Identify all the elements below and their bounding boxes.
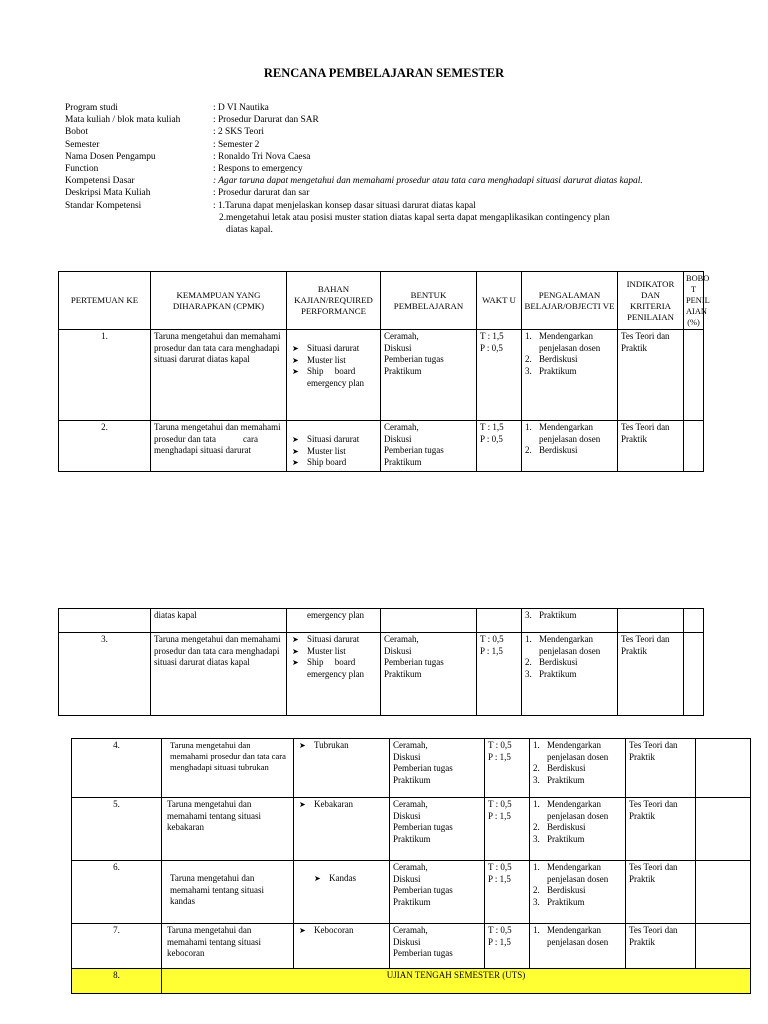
cell-pengalaman: 1. Mendengarkan penjelasan dosen 2. Berdiskusi 3. Praktikum bbox=[530, 739, 626, 798]
info-label: Deskripsi Mata Kuliah bbox=[65, 188, 151, 199]
cell-indikator: Tes Teori dan Praktik bbox=[626, 739, 696, 798]
row-number: 5. bbox=[72, 798, 162, 861]
cell-waktu: T : 0,5 P : 1,5 bbox=[485, 739, 530, 798]
arrow-bullet-icon: ➤ bbox=[292, 435, 299, 444]
info-value: : 2 SKS Teori bbox=[213, 127, 264, 138]
table-row bbox=[72, 739, 751, 798]
row-number: 6. bbox=[72, 861, 162, 924]
header-kemampuan: KEMAMPUAN YANG DIHARAPKAN (CPMK) bbox=[151, 272, 287, 330]
table-row-continuation bbox=[59, 609, 704, 633]
info-value: : Prosedur darurat dan sar bbox=[213, 188, 310, 199]
cell-indikator bbox=[618, 609, 684, 633]
cell-kemampuan: Taruna mengetahui dan memahami prosedur dan tata cara menghadapi situasi darurat bbox=[151, 421, 287, 472]
cell-bobot bbox=[684, 609, 704, 633]
rps-table-page1 bbox=[58, 271, 710, 472]
header-bentuk: BENTUK PEMBELAJARAN bbox=[381, 272, 477, 330]
info-value: : Prosedur Darurat dan SAR bbox=[213, 115, 319, 126]
cell-indikator: Tes Teori dan Praktik bbox=[618, 633, 684, 716]
info-label: Semester bbox=[65, 139, 100, 150]
cell-kemampuan: Taruna mengetahui dan memahami prosedur dan tata cara menghadapi situasi darurat diatas kapal bbox=[151, 633, 287, 716]
info-label: Nama Dosen Pengampu bbox=[65, 151, 156, 162]
cell-bobot bbox=[696, 861, 751, 924]
cell-bobot bbox=[696, 924, 751, 969]
row-number: 4. bbox=[72, 739, 162, 798]
info-value: : Agar taruna dapat mengetahui dan memahami prosedur atau tata cara menghadapi situasi darurat diatas kapal. bbox=[213, 176, 643, 187]
arrow-bullet-icon: ➤ bbox=[292, 658, 299, 668]
cell-bahan: emergency plan bbox=[287, 609, 381, 633]
cell-bobot bbox=[684, 330, 704, 421]
cell-bentuk: Ceramah, Diskusi Pemberian tugas Praktikum bbox=[381, 421, 477, 472]
row-number: 1. bbox=[59, 330, 151, 421]
info-value: : Ronaldo Tri Nova Caesa bbox=[213, 151, 311, 162]
cell-bahan: ➤ Kebakaran bbox=[294, 798, 390, 861]
table-row bbox=[72, 798, 751, 861]
row-number: 8. bbox=[72, 969, 162, 994]
cell-waktu: T : 0,5 P : 1,5 bbox=[485, 798, 530, 861]
arrow-bullet-icon: ➤ bbox=[299, 741, 306, 750]
header-bobot: BOBO T PENIL AIAN (%) bbox=[684, 272, 704, 330]
header-bahan: BAHAN KAJIAN/REQUIRED PERFORMANCE bbox=[287, 272, 381, 330]
arrow-bullet-icon: ➤ bbox=[314, 874, 321, 883]
rps-table-page2 bbox=[58, 608, 704, 716]
bahan-item: ➤ Situasi darurat bbox=[292, 343, 360, 353]
cell-kemampuan: Taruna mengetahui dan memahami tentang situasi kandas bbox=[162, 861, 294, 924]
cell-bobot bbox=[684, 421, 704, 472]
cell-waktu: T : 0,5 P : 1,5 bbox=[485, 924, 530, 969]
bahan-item: ➤ Ship board emergency plan bbox=[292, 366, 365, 388]
page-title: RENCANA PEMBELAJARAN SEMESTER bbox=[263, 66, 505, 80]
cell-kemampuan: diatas kapal bbox=[151, 609, 287, 633]
info-value: : D VI Nautika bbox=[213, 103, 269, 113]
arrow-bullet-icon: ➤ bbox=[299, 800, 306, 809]
table-row bbox=[59, 421, 704, 472]
cell-waktu: T : 0,5 P : 1,5 bbox=[477, 633, 522, 716]
arrow-bullet-icon: ➤ bbox=[292, 458, 299, 468]
cell-kemampuan: Taruna mengetahui dan memahami tentang situasi kebakaran bbox=[162, 798, 294, 861]
cell-pengalaman: 1. Mendengarkan penjelasan dosen 2. Berdiskusi 3. Praktikum bbox=[530, 798, 626, 861]
header-pengalaman: PENGALAMAN BELAJAR/OBJECTI VE bbox=[522, 272, 618, 330]
header-pertemuan: PERTEMUAN KE bbox=[59, 272, 151, 330]
info-label: Bobot bbox=[65, 127, 88, 138]
info-continuation: 2.mengetahui letak atau posisi muster station diatas kapal serta dapat mengaplikasikan contingency plan bbox=[219, 212, 610, 223]
bahan-item: ➤ Muster list bbox=[292, 354, 346, 365]
header-indikator: INDIKATOR DAN KRITERIA PENILAIAN bbox=[618, 272, 684, 330]
arrow-bullet-icon: ➤ bbox=[292, 635, 299, 644]
cell-pengalaman: 1. Mendengarkan penjelasan dosen bbox=[530, 924, 626, 969]
table-row bbox=[72, 861, 751, 924]
cell-waktu: T : 0,5 P : 1,5 bbox=[485, 861, 530, 924]
arrow-bullet-icon: ➤ bbox=[292, 367, 299, 377]
cell-bahan: ➤ Kandas bbox=[294, 861, 390, 924]
uts-label: UJIAN TENGAH SEMESTER (UTS) bbox=[162, 969, 751, 994]
cell-waktu: T : 1,5 P : 0,5 bbox=[477, 421, 522, 472]
header-waktu: WAKT U bbox=[477, 272, 522, 330]
cell-bahan: ➤ Kebocoran bbox=[294, 924, 390, 969]
cell-pengalaman: 1. Mendengarkan penjelasan dosen 2. Berdiskusi 3. Praktikum bbox=[530, 861, 626, 924]
cell-bahan: ➤ Situasi darurat ➤ Muster list ➤ Ship board emergency plan bbox=[287, 633, 381, 716]
cell-bahan: ➤ Tubrukan bbox=[294, 739, 390, 798]
cell-indikator: Tes Teori dan Praktik bbox=[626, 798, 696, 861]
cell-indikator: Tes Teori dan Praktik bbox=[618, 330, 684, 421]
cell-bobot bbox=[696, 739, 751, 798]
info-label: Program studi bbox=[65, 103, 118, 113]
cell-bobot bbox=[696, 798, 751, 861]
cell-bentuk bbox=[381, 609, 477, 633]
cell-bahan: ➤ Situasi darurat ➤ Muster list ➤ Ship board bbox=[287, 421, 381, 472]
cell-bentuk: Ceramah, Diskusi Pemberian tugas Praktikum bbox=[390, 798, 485, 861]
cell-kemampuan: Taruna mengetahui dan memahami prosedur dan tata cara menghadapi situasi darurat diatas kapal bbox=[151, 330, 287, 421]
cell-indikator: Tes Teori dan Praktik bbox=[618, 421, 684, 472]
row-number: 7. bbox=[72, 924, 162, 969]
info-label: Kompetensi Dasar bbox=[65, 176, 135, 187]
info-value: : Respons to emergency bbox=[213, 163, 303, 174]
cell-kemampuan: Taruna mengetahui dan memahami tentang situasi kebocoran bbox=[162, 924, 294, 969]
cell-pengalaman: 1. Mendengarkan penjelasan dosen 2. Berdiskusi bbox=[522, 421, 618, 472]
arrow-bullet-icon: ➤ bbox=[299, 926, 306, 935]
cell-bobot bbox=[684, 633, 704, 716]
cell-waktu: T : 1,5 P : 0,5 bbox=[477, 330, 522, 421]
table-row bbox=[72, 924, 751, 969]
cell-pengalaman: 3. Praktikum bbox=[522, 609, 618, 633]
info-label: Mata kuliah / blok mata kuliah bbox=[65, 115, 181, 126]
cell-bentuk: Ceramah, Diskusi Pemberian tugas Praktikum bbox=[390, 739, 485, 798]
table-row bbox=[59, 633, 704, 716]
cell-waktu bbox=[477, 609, 522, 633]
cell-bentuk: Ceramah, Diskusi Pemberian tugas Praktikum bbox=[381, 330, 477, 421]
table-header-row bbox=[59, 272, 704, 330]
rps-table-page2-lower bbox=[71, 738, 751, 994]
cell-indikator: Tes Teori dan Praktik bbox=[626, 861, 696, 924]
row-number: 3. bbox=[59, 633, 151, 716]
info-continuation: diatas kapal. bbox=[226, 224, 273, 235]
cell-indikator: Tes Teori dan Praktik bbox=[626, 924, 696, 969]
arrow-bullet-icon: ➤ bbox=[292, 355, 299, 365]
info-label: Function bbox=[65, 163, 99, 174]
cell-kemampuan: Taruna mengetahui dan memahami prosedur dan tata cara menghadapi situasi tubrukan bbox=[162, 739, 294, 798]
table-row bbox=[59, 330, 704, 421]
cell-pengalaman: 1. Mendengarkan penjelasan dosen 2. Berdiskusi 3. Praktikum bbox=[522, 633, 618, 716]
cell-bentuk: Ceramah, Diskusi Pemberian tugas Praktikum bbox=[381, 633, 477, 716]
cell-bahan bbox=[287, 330, 381, 421]
info-label: Standar Kompetensi bbox=[65, 200, 142, 211]
row-number bbox=[59, 609, 151, 633]
arrow-bullet-icon: ➤ bbox=[292, 646, 299, 656]
info-value: : Semester 2 bbox=[213, 139, 260, 150]
table-row-uts bbox=[72, 969, 751, 994]
cell-bentuk: Ceramah, Diskusi Pemberian tugas Praktikum bbox=[390, 861, 485, 924]
cell-bentuk: Ceramah, Diskusi Pemberian tugas bbox=[390, 924, 485, 969]
arrow-bullet-icon: ➤ bbox=[292, 344, 299, 353]
row-number: 2. bbox=[59, 421, 151, 472]
arrow-bullet-icon: ➤ bbox=[292, 446, 299, 456]
cell-pengalaman: 1. Mendengarkan penjelasan dosen 2. Berdiskusi 3. Praktikum bbox=[522, 330, 618, 421]
info-value: : 1.Taruna dapat menjelaskan konsep dasar situasi darurat diatas kapal bbox=[213, 200, 476, 211]
